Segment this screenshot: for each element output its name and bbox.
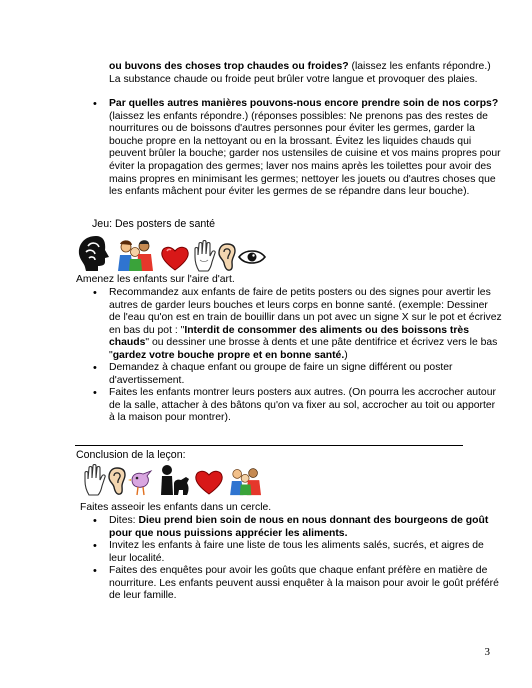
section-divider	[75, 445, 463, 446]
heart-icon	[194, 468, 224, 496]
poster-example-bold: Interdit de consommer des aliments ou des boissons très chauds	[109, 324, 469, 349]
children-group-icon	[226, 466, 266, 496]
child-dog-icon	[156, 464, 192, 496]
instruction-text: Recommandez aux enfants de faire de petits posters ou des signes pour avertir les autres de garder leurs bouches et leurs corps en bonne santé. (exemple: Dessiner de l'eau qu'on est en train de bouillir dans un pot avec un signe X sur le pot et écrivez en bas du pot : "	[109, 287, 502, 336]
question-bold: Par quelles autres manières pouvons-nous encore prendre soin de nos corps?	[109, 98, 499, 109]
heart-icon	[160, 244, 190, 272]
icon-row-1	[76, 234, 268, 272]
answer-text: (laissez les enfants répondre.) (réponses possibles: Ne prenons pas des restes de nourritures ou de boissons d'autres personnes pour éviter les germes, garder la bouche propre en la nettoyant ou en la brossant. Évitez les liquides chauds qui peuvent brûler la bouche; garder nos ustensiles de cuisine et vos mains propres pour éviter la propagation des germes; laver nos mains après les toilettes pour avoir des mains propres en minimisant les germes; nettoyer les jouets ou d'autres choses que les enfants mâchent pour éviter les germes de se répandre dans leur bouche).	[109, 110, 501, 198]
bird-icon	[128, 466, 154, 496]
bullet-continuation	[109, 61, 502, 86]
bullet-survey: • Faites des enquêtes pour avoir les goûts que chaque enfant préfère en matière de nourriture. Les enfants peuvent aussi enquêter à la maison pour avoir le goût préféré de leur famille.	[109, 565, 502, 603]
hand-icon	[82, 464, 106, 496]
hand-icon	[192, 240, 216, 272]
bullet-other-ways	[109, 98, 502, 199]
say-label: Dites:	[109, 515, 139, 526]
art-intro: Amenez les enfants sur l'aire d'art.	[76, 274, 235, 285]
bullet-posters	[109, 287, 502, 363]
children-group-icon	[114, 238, 158, 272]
question-bold: ou buvons des choses trop chaudes ou froides?	[109, 61, 349, 72]
poster-example-bold: gardez votre bouche propre et en bonne santé.	[112, 349, 345, 361]
eye-icon	[238, 249, 266, 265]
ear-icon	[218, 242, 236, 272]
circle-intro: Faites asseoir les enfants dans un cercle.	[80, 502, 272, 513]
icon-row-2	[82, 464, 268, 496]
game-heading: Jeu: Des posters de santé	[92, 218, 216, 230]
page-number: 3	[484, 646, 490, 658]
instruction-text: " ou dessiner une brosse à dents et une pâte dentifrice et écrivez vers le bas "	[109, 337, 498, 361]
bullet-food-list: • Invitez les enfants à faire une liste de tous les aliments salés, sucrés, et aigres de leur localité.	[109, 540, 502, 565]
bullet-say	[109, 515, 502, 540]
say-bold: Dieu prend bien soin de nous en nous donnant des bourgeons de goût pour que nous puissions apprécier les aliments.	[109, 515, 489, 539]
answer-text: (laissez les enfants répondre.) La substance chaude ou froide peut brûler votre langue et provoquer des plaies.	[109, 61, 491, 85]
ear-icon	[108, 466, 126, 496]
bullet-show-posters: • Faites les enfants montrer leurs posters aux autres. (On pourra les accrocher autour de la salle, attacher à des bâtons qu'on va fixer au sol, accrocher au toit ou apporter à la maison pour montrer).	[109, 387, 502, 425]
conclusion-heading: Conclusion de la leçon:	[76, 449, 186, 461]
bullet-warning-sign: • Demandez à chaque enfant ou groupe de faire un signe différent ou poster d'avertissement.	[109, 362, 502, 387]
head-profile-icon	[76, 234, 112, 272]
instruction-text: )	[344, 349, 348, 361]
